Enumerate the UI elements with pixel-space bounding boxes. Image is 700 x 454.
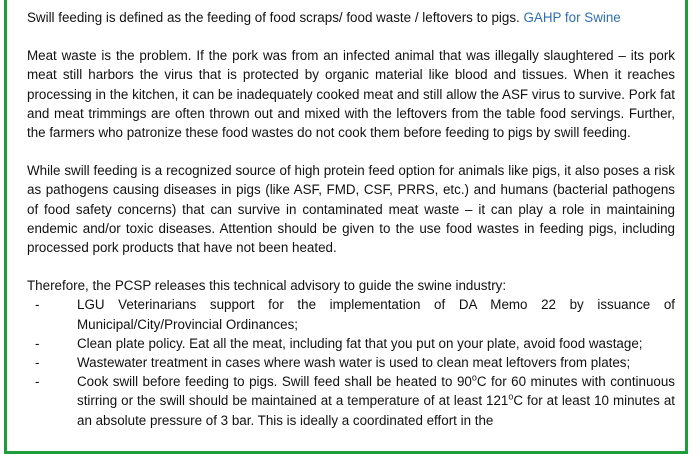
swill-risk-paragraph: While swill feeding is a recognized source of high protein feed option for animals like pigs, it also poses a risk as pathogens causing diseases in pigs (like ASF, FMD, CSF, PRRS, etc.) and humans (bacterial pathogens of food safety concerns) that can survive in contaminated meat waste – it can play a role in maintaining endemic and/or toxic diseases. Attention should be given to the use food wastes in feeding pigs, including processed pork products that have not been heated.	[27, 163, 675, 256]
list-item	[27, 353, 675, 372]
bullet-clean-plate-text: Clean plate policy. Eat all the meat, including fat that you put on your plate, avoid food wastage;	[77, 335, 643, 351]
bullet-cook-swill-text	[77, 374, 675, 427]
bullet-dash: -	[35, 355, 40, 371]
bullet-wastewater-text: Wastewater treatment in cases where wash water is used to clean meat leftovers from plates;	[77, 355, 631, 371]
intro-text: Swill feeding is defined as the feeding of food scraps/ food waste / leftovers to pigs.	[27, 10, 524, 25]
list-item	[27, 372, 675, 430]
cook-text-1: Cook swill before feeding to pigs. Swill feed shall be heated to 90	[77, 374, 472, 390]
degree-sup: o	[508, 391, 514, 402]
bullet-dash: -	[35, 374, 40, 390]
bullet-dash: -	[35, 297, 40, 313]
meat-waste-paragraph: Meat waste is the problem. If the pork was from an infected animal that was illegally slaughtered – its pork meat still harbors the virus that is protected by organic material like blood and tissues. When it reaches processing in the kitchen, it can be inadequately cooked meat and still allow the ASF virus to survive. Pork fat and meat trimmings are often thrown out and mixed with the leftovers from the table food servings. Further, the farmers who patronize these food wastes do not cook them before feeding to pigs by swill feeding.	[27, 48, 675, 141]
cook-text-2: C for 60 minutes with continuous stirring or the swill should be maintained at a temperature of at least 121	[77, 374, 675, 409]
intro-paragraph	[27, 8, 675, 27]
advisory-lead-paragraph: Therefore, the PCSP releases this technical advisory to guide the swine industry:	[27, 278, 507, 294]
advisory-body	[27, 8, 675, 430]
gahp-swine-link[interactable]: GAHP for Swine	[523, 10, 621, 25]
advisory-list	[27, 295, 675, 429]
bullet-lgu-text: LGU Veterinarians support for the implementation of DA Memo 22 by issuance of Municipal/City/Provincial Ordinances;	[77, 297, 675, 332]
degree-sup: o	[471, 372, 477, 383]
bullet-dash: -	[35, 335, 40, 351]
list-item	[27, 295, 675, 333]
cook-text-3: C for at least 10 minutes at an absolute pressure of 3 bar. This is ideally a coordinated effort in the	[77, 393, 675, 428]
list-item	[27, 334, 675, 353]
